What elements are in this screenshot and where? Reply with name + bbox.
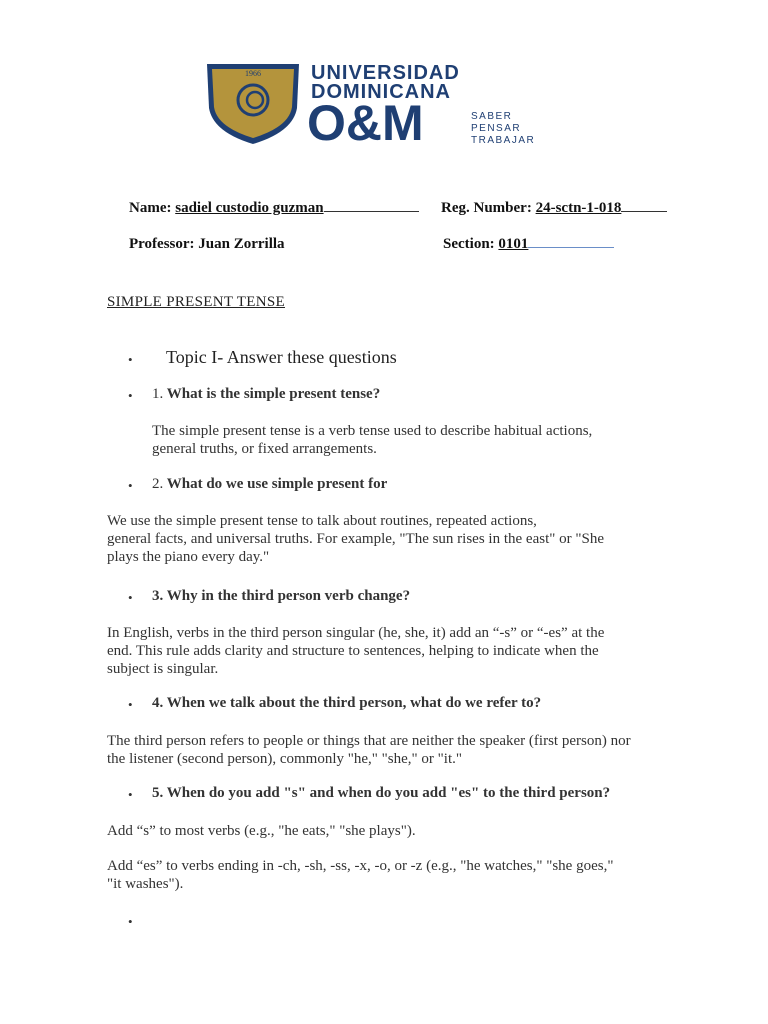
university-logo [203,60,536,151]
logo-tagline-1: SABER [471,111,513,122]
logo-line-1: UNIVERSIDAD [311,62,460,84]
section-label: Section: [443,236,495,252]
logo-tagline-2: PENSAR [471,123,522,134]
section-field [443,236,614,253]
answer-line: Add “es” to verbs ending in -ch, -sh, -ss, -x, -o, or -z (e.g., "he watches," "she goes," [107,858,614,874]
section-value: 0101 [498,236,529,252]
answer-3 [107,624,604,678]
answer-line: the listener (second person), commonly "he," "she," or "it." [107,751,462,767]
question-number: 1. [152,386,164,402]
answer-4 [107,732,631,768]
reg-number-label: Reg. Number: [441,200,532,216]
answer-5b [107,857,613,893]
document-title: SIMPLE PRESENT TENSE [107,294,285,310]
bullet-icon: • [128,352,133,367]
question-text: What is the simple present tense? [166,386,381,402]
bullet-icon: • [128,590,133,605]
answer-line: The simple present tense is a verb tense used to describe habitual actions, [152,423,593,439]
logo-mark: O&M [307,95,424,151]
question-number: 2. [152,476,164,492]
logo-line-2: DOMINICANA [311,81,451,103]
question-4: 4. When we talk about the third person, what do we refer to? [152,695,542,711]
question-text: What do we use simple present for [166,476,388,492]
answer-5a: Add “s” to most verbs (e.g., "he eats," "she plays"). [107,823,416,839]
bullet-icon: • [128,787,133,802]
bullet-icon: • [128,697,133,712]
bullet-icon: • [128,388,133,403]
answer-line: plays the piano every day." [107,549,270,565]
professor-field: Professor: Juan Zorrilla [129,236,285,252]
shield-emblem-icon [203,60,303,146]
name-value: sadiel custodio guzman [175,200,324,216]
name-field [129,200,419,217]
answer-2 [107,512,604,566]
bullet-icon: • [128,914,133,929]
reg-number-field [441,200,667,217]
question-1 [152,386,380,403]
name-label: Name: [129,200,172,216]
question-2 [152,476,387,493]
answer-line: We use the simple present tense to talk about routines, repeated actions, [107,513,537,529]
answer-line: "it washes"). [107,876,184,892]
answer-line: The third person refers to people or things that are neither the speaker (first person) nor [107,733,631,749]
question-3: 3. Why in the third person verb change? [152,588,411,604]
reg-number-value: 24-sctn-1-018 [535,200,622,216]
answer-line: general truths, or fixed arrangements. [152,441,377,457]
answer-line: end. This rule adds clarity and structure to sentences, helping to indicate when the [107,643,599,659]
topic-heading: Topic I- Answer these questions [166,347,397,367]
question-5: 5. When do you add "s" and when do you add "es" to the third person? [152,785,611,801]
answer-line: general facts, and universal truths. For example, "The sun rises in the east" or "She [107,531,604,547]
logo-tagline-3: TRABAJAR [471,135,536,146]
answer-line: In English, verbs in the third person singular (he, she, it) add an “-s” or “-es” at the [107,625,605,641]
bullet-icon: • [128,478,133,493]
answer-1 [152,422,592,458]
logo-year: 1966 [245,69,261,78]
answer-line: subject is singular. [107,661,219,677]
